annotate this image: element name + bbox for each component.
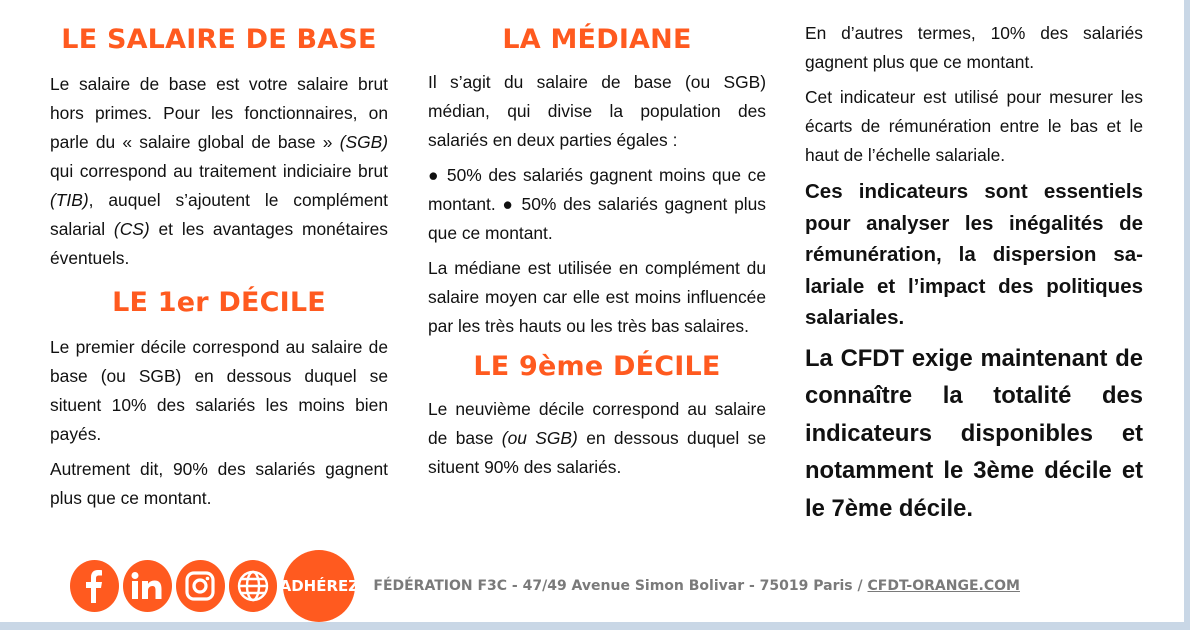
linkedin-icon[interactable] xyxy=(123,560,172,612)
footer-address: FÉDÉRATION F3C - 47/49 Avenue Simon Bolivar - 75019 Paris / CFDT-ORANGE.COM xyxy=(373,578,1020,594)
paragraph-indicateur: Cet indicateur est utilisé pour mesurer les écarts de rémunération entre le bas et le haut de l’échelle salariale. xyxy=(805,87,1143,165)
heading-9eme-decile: LE 9ème DÉCILE xyxy=(473,351,721,382)
paragraph-mediane: Il s’agit du salaire de base (ou SGB) médian, qui divise la population des salariés en deux parties égales : xyxy=(428,72,766,150)
paragraph-autrement-dit: Autrement dit, 90% des salariés gagnent plus que ce montant. xyxy=(50,459,388,508)
globe-icon[interactable] xyxy=(229,560,278,612)
paragraph-indicateurs-essentiels: Ces indicateurs sont essentiels pour analyser les inégalités de rémunération, la dispersion salariale et l’impact des politiques salariales. xyxy=(805,180,1143,329)
paragraph-mediane-complement: La médiane est utilisée en complément du salaire moyen car elle est moins influencée par les très hauts ou les très bas salaires. xyxy=(428,258,766,336)
column-1 xyxy=(50,0,388,513)
heading-salaire-de-base: LE SALAIRE DE BASE xyxy=(61,24,377,55)
column-3 xyxy=(805,0,1143,527)
column-2 xyxy=(428,0,766,482)
paragraph-1er-decile: Le premier décile correspond au salaire de base (ou SGB) en dessous duquel se situent 10% des salariés les moins bien payés. xyxy=(50,337,388,444)
footer xyxy=(70,548,1020,624)
heading-mediane: LA MÉDIANE xyxy=(502,24,692,55)
facebook-icon[interactable] xyxy=(70,560,119,612)
paragraph-cfdt-exige: La CFDT exige maintenant de connaître la totalité des indicateurs disponibles et notamment le 3ème décile et le 7ème décile. xyxy=(805,344,1143,522)
heading-1er-decile: LE 1er DÉCILE xyxy=(112,287,326,318)
adherez-button[interactable]: ADHÉREZ xyxy=(283,550,355,622)
website-link[interactable]: CFDT-ORANGE.COM xyxy=(867,578,1020,594)
instagram-icon[interactable] xyxy=(176,560,225,612)
paragraph-mediane-bullets: ● 50% des salariés gagnent moins que ce montant. ● 50% des salariés gagnent plus que ce montant. xyxy=(428,165,766,243)
paragraph-salaire-de-base: Le salaire de base est votre salaire brut hors primes. Pour les fonctionnaires, on parle du « salaire global de base » (SGB) qui correspond au traitement indiciaire brut (TIB), auquel s’ajoutent le complément salarial (CS) et les avantages monétaires éventuels. xyxy=(50,74,388,268)
paragraph-9eme-decile: Le neuvième décile correspond au salaire de base (ou SGB) en dessous duquel se situent 90% des salariés. xyxy=(428,399,767,477)
paragraph-autres-termes: En d’autres termes, 10% des salariés gagnent plus que ce montant. xyxy=(805,23,1143,72)
